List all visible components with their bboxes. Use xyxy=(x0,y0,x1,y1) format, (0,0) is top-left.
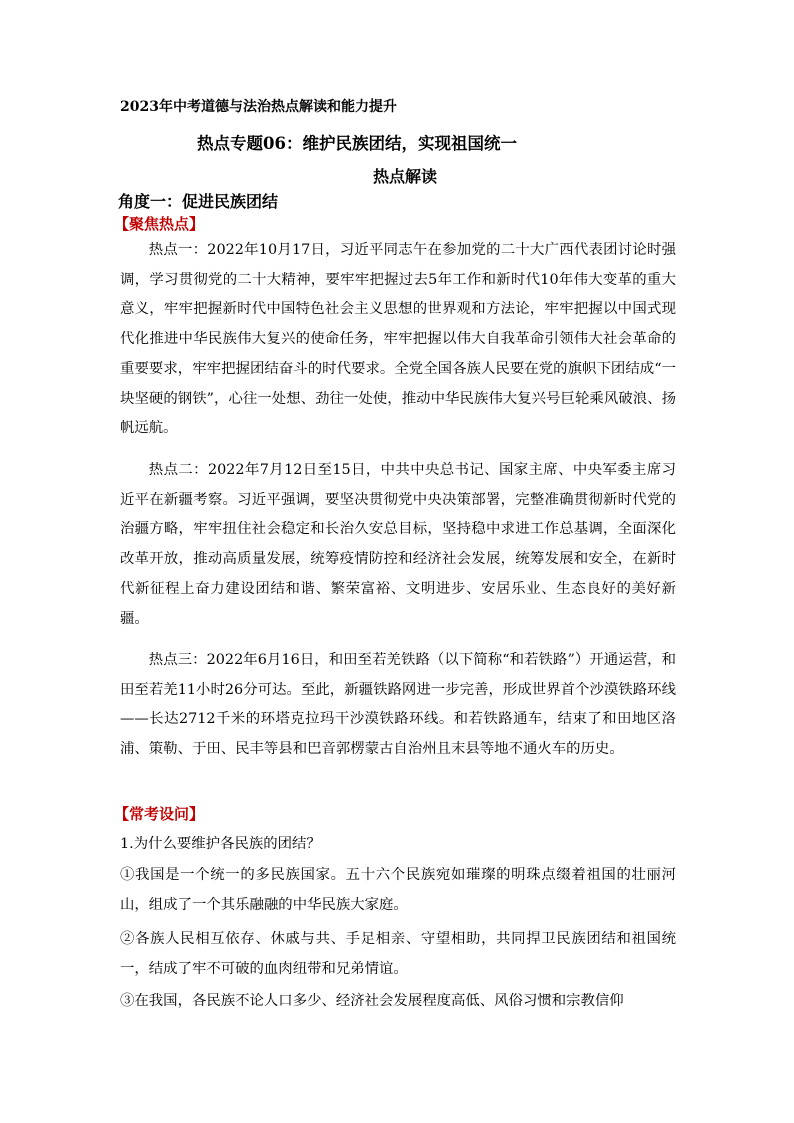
answer-2: ②各族人民相互依存、休戚与共、手足相亲、守望相助，共同捍卫民族团结和祖国统一，结成了牢不可破的血肉纽带和兄弟情谊。 xyxy=(120,931,676,977)
focus-hotspot-label-text: 【聚焦热点】 xyxy=(114,215,205,233)
angle-title: 角度一：促进民族团结 xyxy=(118,192,279,211)
answer-3: ③在我国，各民族不论人口多少、经济社会发展程度高低、风俗习惯和宗教信仰 xyxy=(120,993,624,1009)
hotspot-paragraph-2: 热点二：2022年7月12日至15日，中共中央总书记、国家主席、中央军委主席习近平在新疆考察。习近平强调，要坚决贯彻党中央决策部署，完整准确贯彻新时代党的治疆方略，牢牢扭住社会稳定和长治久安总目标，坚持稳中求进工作总基调，全面深化改革开放，推动高质量发展，统筹疫情防控和经济社会发展，统筹发展和安全，在新时代新征程上奋力建设团结和谐、繁荣富裕、文明进步、安居乐业、生态良好的美好新疆。 xyxy=(120,462,676,627)
topic-title: 热点专题06：维护民族团结，实现祖国统一 xyxy=(197,134,517,153)
common-questions-label-text: 【常考设问】 xyxy=(114,805,205,823)
common-questions-label xyxy=(114,803,204,824)
question-1: 1.为什么要维护各民族的团结？ xyxy=(120,836,321,852)
document-title: 2023年中考道德与法治热点解读和能力提升 xyxy=(120,99,397,115)
hotspot-paragraph-1: 热点一：2022年10月17日，习近平同志午在参加党的二十大广西代表团讨论时强调，学习贯彻党的二十大精神，要牢牢把握过去5年工作和新时代10年伟大变革的重大意义，牢牢把握新时代中国特色社会主义思想的世界观和方法论，牢牢把握以中国式现代化推进中华民族伟大复兴的使命任务，牢牢把握以伟大自我革命引领伟大社会革命的重要要求，牢牢把握团结奋斗的时代要求。全党全国各族人民要在党的旗帜下团结成“一块坚硬的钢铁”，心往一处想、劲往一处使，推动中华民族伟大复兴号巨轮乘风破浪、扬帆远航。 xyxy=(120,242,676,437)
answer-1: ①我国是一个统一的多民族国家。五十六个民族宛如璀璨的明珠点缀着祖国的壮丽河山，组成了一个其乐融融的中华民族大家庭。 xyxy=(120,867,676,913)
hotspot-paragraph-3: 热点三：2022年6月16日，和田至若羌铁路（以下简称“和若铁路”）开通运营，和田至若羌11小时26分可达。至此，新疆铁路网进一步完善，形成世界首个沙漠铁路环线——长达2712千米的环塔克拉玛干沙漠铁路环线。和若铁路通车，结束了和田地区洛浦、策勒、于田、民丰等县和巴音郭楞蒙古自治州且末县等地不通火车的历史。 xyxy=(120,652,676,758)
focus-hotspot-label xyxy=(114,213,204,234)
section-title: 热点解读 xyxy=(373,167,438,186)
